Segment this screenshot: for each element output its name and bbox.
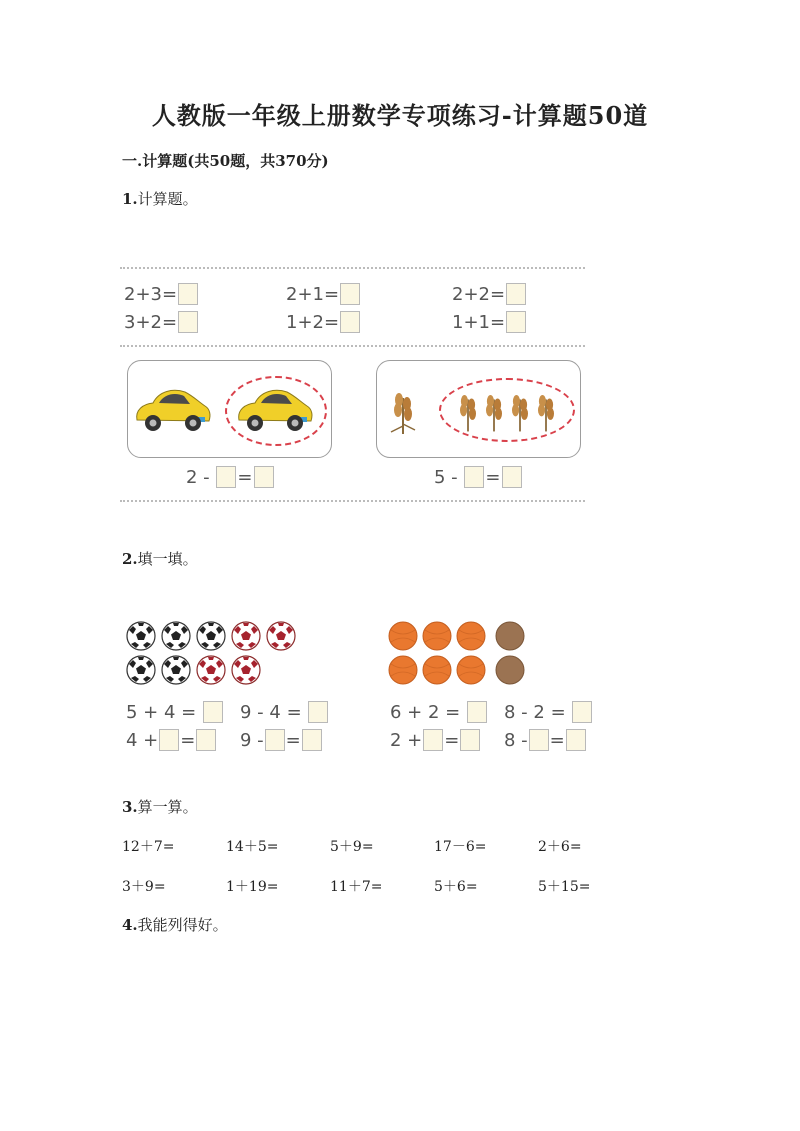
q2-equation: 8 - = [504, 729, 587, 751]
calc-item: 2＋6= [538, 839, 582, 855]
question-number: 3. [122, 798, 138, 816]
section-heading: 一.计算题(共50题，共370分) [122, 152, 329, 170]
q2-equation: 5 + 4 = [126, 701, 224, 723]
calc-item: 5＋15= [538, 879, 591, 895]
answer-box[interactable] [502, 466, 522, 488]
question-2 [122, 548, 198, 569]
q1-equation: 3+2= [124, 311, 199, 333]
answer-box[interactable] [265, 729, 285, 751]
question-1 [122, 188, 198, 209]
answer-box[interactable] [572, 701, 592, 723]
answer-box[interactable] [254, 466, 274, 488]
q1-equation: 1+1= [452, 311, 527, 333]
calc-item: 14＋5= [226, 839, 279, 855]
question-text: 计算题。 [137, 190, 198, 208]
calc-item: 12＋7= [122, 839, 175, 855]
colored-balls-group [386, 620, 530, 686]
answer-box[interactable] [506, 311, 526, 333]
answer-box[interactable] [178, 311, 198, 333]
answer-box[interactable] [340, 311, 360, 333]
answer-box[interactable] [196, 729, 216, 751]
calc-item: 17－6= [434, 839, 487, 855]
answer-box[interactable] [529, 729, 549, 751]
calc-item: 11＋7= [330, 879, 383, 895]
car-subtraction: 2 - = [186, 466, 275, 488]
dotted-divider [120, 500, 585, 502]
answer-box[interactable] [506, 283, 526, 305]
calc-item: 5＋9= [330, 839, 374, 855]
question-text: 填一填。 [137, 550, 198, 568]
answer-box[interactable] [159, 729, 179, 751]
answer-box[interactable] [203, 701, 223, 723]
yellow-car-icon [131, 384, 213, 436]
question-number: 1. [122, 190, 138, 208]
answer-box[interactable] [464, 466, 484, 488]
wheat-icon [385, 386, 421, 436]
answer-box[interactable] [340, 283, 360, 305]
dotted-divider [120, 345, 585, 347]
calc-item: 5＋6= [434, 879, 478, 895]
q2-equation: 8 - 2 = [504, 701, 593, 723]
question-number: 4. [122, 916, 138, 934]
q2-equation: 9 - 4 = [240, 701, 329, 723]
page-title: 人教版一年级上册数学专项练习-计算题50道 [151, 101, 649, 130]
calc-item: 1＋19= [226, 879, 279, 895]
answer-box[interactable] [308, 701, 328, 723]
q2-equation: 2 + = [390, 729, 481, 751]
answer-box[interactable] [460, 729, 480, 751]
soccer-balls-group [124, 620, 304, 686]
answer-box[interactable] [467, 701, 487, 723]
wheat-icon [530, 386, 562, 436]
question-number: 2. [122, 550, 138, 568]
yellow-car-icon [233, 384, 315, 436]
question-3 [122, 796, 198, 817]
answer-box[interactable] [566, 729, 586, 751]
q1-equation: 2+2= [452, 283, 527, 305]
calc-item: 3＋9= [122, 879, 166, 895]
wheat-subtraction: 5 - = [434, 466, 523, 488]
q1-equation: 1+2= [286, 311, 361, 333]
q2-equation: 4 + = [126, 729, 217, 751]
dotted-divider [120, 267, 585, 269]
question-text: 算一算。 [137, 798, 198, 816]
q1-equation: 2+1= [286, 283, 361, 305]
q2-equation: 9 - = [240, 729, 323, 751]
answer-box[interactable] [423, 729, 443, 751]
q2-equation: 6 + 2 = [390, 701, 488, 723]
answer-box[interactable] [178, 283, 198, 305]
question-text: 我能列得好。 [137, 916, 228, 934]
question-4 [122, 914, 228, 935]
q1-equation: 2+3= [124, 283, 199, 305]
answer-box[interactable] [302, 729, 322, 751]
answer-box[interactable] [216, 466, 236, 488]
